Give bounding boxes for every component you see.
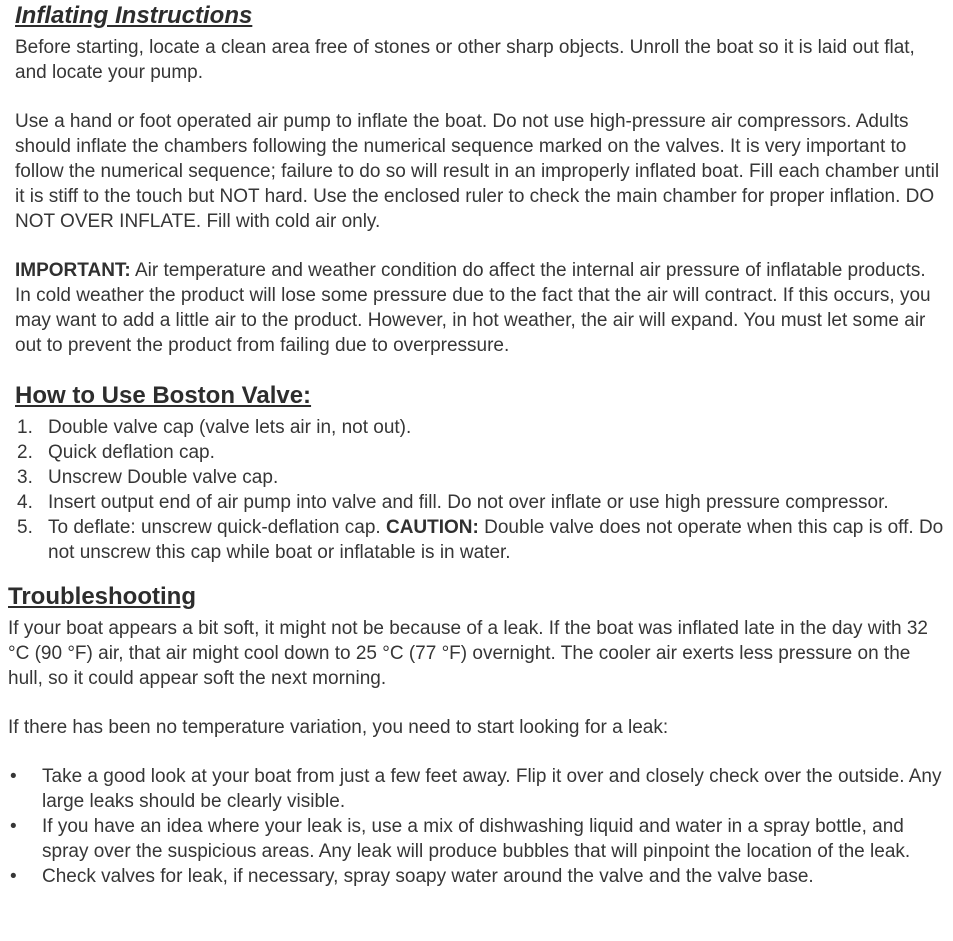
section-boston-valve xyxy=(0,382,953,565)
step-5-post-text: Double valve does not operate when this cap is off. Do not unscrew this cap while boat or inflatable is in water. xyxy=(48,517,944,563)
step-5-pre-text: To deflate: unscrew quick-deflation cap. xyxy=(48,517,381,538)
paragraph-prepare-area: Before starting, locate a clean area free of stones or other sharp objects. Unroll the boat so it is laid out flat, and locate your pump. xyxy=(15,37,915,83)
list-number: 3. xyxy=(17,467,33,488)
paragraph-important-note xyxy=(15,258,945,358)
list-item-text xyxy=(48,515,945,565)
section-inflating-instructions xyxy=(0,2,953,358)
paragraph-pump-usage: Use a hand or foot operated air pump to inflate the boat. Do not use high-pressure air compressors. Adults should inflate the chambers following the numerical sequence marked on the valves. It is very important to follow the numerical sequence; failure to do so will result in an improperly inflated boat. Fill each chamber until it is stiff to the touch but NOT hard. Use the enclosed ruler to check the main chamber for proper inflation. DO NOT OVER INFLATE. Fill with cold air only. xyxy=(15,111,940,232)
list-item-text: Double valve cap (valve lets air in, not out). xyxy=(48,417,412,438)
bullet-item-text: If you have an idea where your leak is, use a mix of dishwashing liquid and water in a spray bottle, and spray over the suspicious areas. Any leak will produce bubbles that will pinpoint the location of the leak. xyxy=(42,816,911,862)
list-number: 1. xyxy=(17,417,33,438)
list-item-text: Quick deflation cap. xyxy=(48,442,215,463)
list-number: 2. xyxy=(17,442,33,463)
heading-inflating-instructions: Inflating Instructions xyxy=(15,2,253,29)
bullet-icon: • xyxy=(10,866,17,887)
paragraph-soft-boat: If your boat appears a bit soft, it might not be because of a leak. If the boat was inflated late in the day with 32 °C (90 °F) air, that air might cool down to 25 °C (77 °F) overnight. The cooler air exerts less pressure on the hull, so it could appear soft the next morning. xyxy=(8,618,928,689)
bullet-item-visual-check xyxy=(8,764,945,814)
leak-check-bullets xyxy=(8,764,945,889)
bullet-item-text: Check valves for leak, if necessary, spray soapy water around the valve and the valve base. xyxy=(42,866,814,887)
heading-troubleshooting: Troubleshooting xyxy=(8,583,196,610)
important-label: IMPORTANT: xyxy=(15,260,131,281)
list-item-step-3 xyxy=(15,465,945,490)
list-item-text: Unscrew Double valve cap. xyxy=(48,467,279,488)
list-number: 5. xyxy=(17,517,33,538)
list-item-step-2 xyxy=(15,440,945,465)
list-number: 4. xyxy=(17,492,33,513)
bullet-item-soap-spray xyxy=(8,814,945,864)
boston-valve-steps xyxy=(15,415,945,565)
bullet-item-check-valves xyxy=(8,864,945,889)
list-item-step-5 xyxy=(15,515,945,565)
heading-boston-valve: How to Use Boston Valve: xyxy=(15,382,312,409)
list-item-step-1 xyxy=(15,415,945,440)
bullet-icon: • xyxy=(10,816,17,837)
bullet-item-text: Take a good look at your boat from just a few feet away. Flip it over and closely check over the outside. Any large leaks should be clearly visible. xyxy=(42,766,942,812)
list-item-step-4 xyxy=(15,490,945,515)
bullet-icon: • xyxy=(10,766,17,787)
caution-label: CAUTION: xyxy=(385,517,479,538)
paragraph-look-for-leak: If there has been no temperature variation, you need to start looking for a leak: xyxy=(8,717,669,738)
section-troubleshooting xyxy=(0,583,953,889)
list-item-text: Insert output end of air pump into valve and fill. Do not over inflate or use high pressure compressor. xyxy=(48,492,889,513)
important-text: Air temperature and weather condition do affect the internal air pressure of inflatable products. In cold weather the product will lose some pressure due to the fact that the air will contract. If this occurs, you may want to add a little air to the product. However, in hot weather, the air will expand. You must let some air out to prevent the product from failing due to overpressure. xyxy=(15,260,931,356)
